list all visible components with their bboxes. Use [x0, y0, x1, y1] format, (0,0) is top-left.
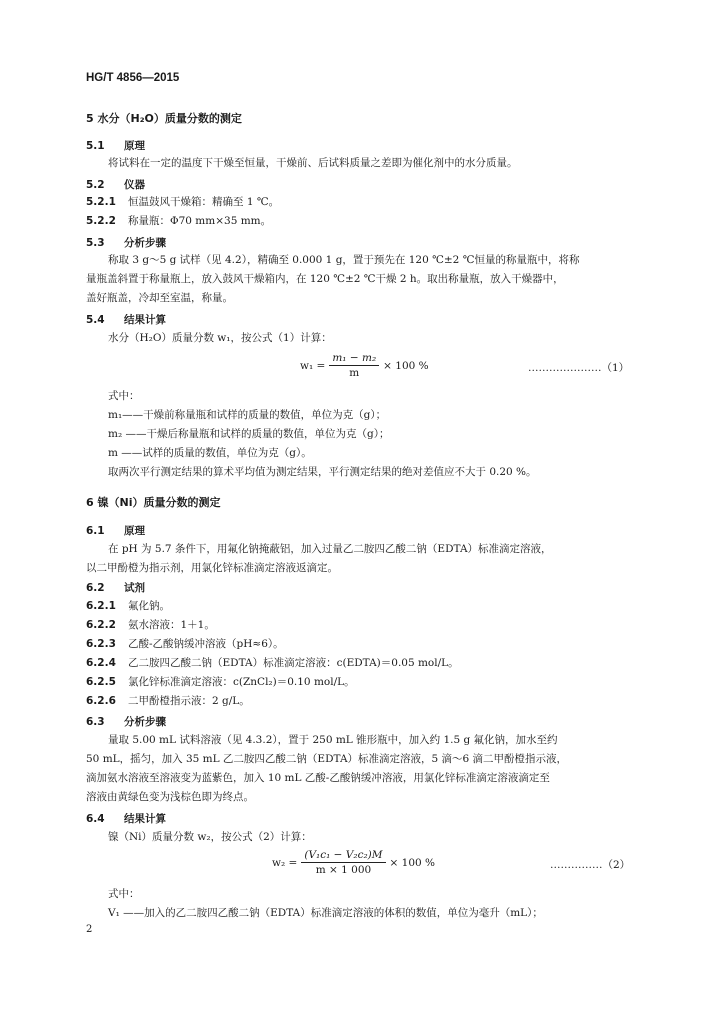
reagent-item: [86, 693, 250, 710]
item-number: 6.2.5: [86, 676, 116, 688]
section-5-2-heading: [86, 177, 145, 192]
formula-lhs: w₁ =: [300, 359, 326, 372]
section-6-heading: 6 镍（Ni）质量分数的测定: [86, 496, 221, 509]
item-number: 6.2.4: [86, 657, 116, 669]
paragraph-line: 量瓶盖斜置于称量瓶上，放入鼓风干燥箱内，在 120 ℃±2 ℃干燥 2 h。取出称量瓶，放入干燥器中，: [86, 273, 564, 285]
section-number: 6.3: [86, 716, 105, 728]
item-number: 6.2.2: [86, 619, 116, 631]
item-5-2-1: [86, 194, 279, 211]
section-number: 5.2: [86, 179, 105, 191]
paragraph-line: 以二甲酚橙为指示剂，用氯化锌标准滴定溶液返滴定。: [86, 562, 338, 574]
section-number: 6.4: [86, 813, 105, 825]
formula-intro: 镍（Ni）质量分数 w₂，按公式（2）计算：: [108, 831, 312, 843]
formula-intro: 水分（H₂O）质量分数 w₁，按公式（1）计算：: [108, 332, 332, 344]
section-title: 结果计算: [124, 813, 166, 825]
formula-lhs: w₂ =: [272, 856, 298, 869]
variable-definition: m₁——干燥前称量瓶和试样的质量的数值，单位为克（g）；: [108, 409, 387, 421]
item-number: 5.2.2: [86, 215, 116, 227]
item-number: 5.2.1: [86, 196, 116, 208]
paragraph-line: 滴加氨水溶液至溶液变为蓝紫色，加入 10 mL 乙酸-乙酸钠缓冲溶液，用氯化锌标准滴定溶液滴定至: [86, 772, 550, 784]
section-5-1-heading: [86, 138, 145, 153]
reagent-item: [86, 655, 459, 672]
section-title: 原理: [124, 140, 145, 152]
denominator: m: [349, 367, 360, 379]
item-number: 6.2.6: [86, 695, 116, 707]
reagent-item: [86, 636, 284, 653]
section-title: 结果计算: [124, 314, 166, 326]
section-5-4-heading: [86, 312, 166, 327]
section-number: 5.4: [86, 314, 105, 326]
item-text: 恒温鼓风干燥箱：精确至 1 ℃。: [128, 196, 280, 208]
section-number: 5.1: [86, 140, 105, 152]
variable-definition: m ——试样的质量的数值，单位为克（g）。: [108, 447, 312, 459]
section-number: 6.2: [86, 582, 105, 594]
item-text: 乙二胺四乙酸二钠（EDTA）标准滴定溶液：c(EDTA)＝0.05 mol/L。: [128, 657, 459, 669]
item-number: 6.2.3: [86, 638, 116, 650]
item-5-2-2: [86, 213, 271, 230]
denominator: m × 1 000: [315, 864, 372, 876]
paragraph: 将试料在一定的温度下干燥至恒量，干燥前、后试料质量之差即为催化剂中的水分质量。: [108, 157, 518, 169]
item-text: 氯化锌标准滴定溶液：c(ZnCl₂)＝0.10 mol/L。: [128, 676, 355, 688]
formula-rhs: × 100 %: [389, 856, 436, 869]
section-number: 5.3: [86, 237, 105, 249]
item-text: 氟化钠。: [128, 600, 170, 612]
paragraph-line: 称取 3 g～5 g 试样（见 4.2），精确至 0.000 1 g，置于预先在 120 ℃±2 ℃恒量的称量瓶中，将称: [108, 254, 580, 266]
page-number: 2: [86, 924, 93, 935]
numerator: (V₁c₁ − V₂c₂)M: [301, 849, 385, 863]
paragraph-line: 50 mL，摇匀，加入 35 mL 乙二胺四乙酸二钠（EDTA）标准滴定溶液，5 滴～6 滴二甲酚橙指示液，: [86, 753, 568, 765]
formula-number: …………………（1）: [528, 362, 630, 374]
fraction: [301, 849, 385, 876]
variable-definition: m₂ ——干燥后称量瓶和试样的质量的数值，单位为克（g）；: [108, 428, 390, 440]
section-6-1-heading: [86, 523, 145, 538]
paragraph-line: 量取 5.00 mL 试料溶液（见 4.3.2），置于 250 mL 锥形瓶中，加入约 1.5 g 氟化钠，加水至约: [108, 734, 558, 746]
paragraph: 取两次平行测定结果的算术平均值为测定结果，平行测定结果的绝对差值应不大于 0.20 %。: [108, 466, 537, 478]
section-6-2-heading: [86, 580, 145, 595]
formula-1: [300, 352, 429, 379]
reagent-item: [86, 674, 355, 691]
item-number: 6.2.1: [86, 600, 116, 612]
formula-number: ……………（2）: [550, 859, 631, 871]
item-text: 称量瓶：Φ70 mm×35 mm。: [128, 215, 272, 227]
where-label: 式中：: [108, 390, 140, 402]
section-5-3-heading: [86, 235, 166, 250]
section-6-4-heading: [86, 811, 166, 826]
where-label: 式中：: [108, 888, 140, 900]
fraction: [329, 352, 379, 379]
formula-2: [272, 849, 435, 876]
reagent-item: [86, 617, 215, 634]
numerator: m₁ − m₂: [329, 352, 379, 366]
reagent-item: [86, 598, 170, 615]
item-text: 乙酸-乙酸钠缓冲溶液（pH≈6）。: [128, 638, 284, 650]
item-text: 二甲酚橙指示液：2 g/L。: [128, 695, 250, 707]
section-title: 仪器: [124, 179, 145, 191]
section-title: 分析步骤: [124, 237, 166, 249]
paragraph-line: 盖好瓶盖，冷却至室温，称量。: [86, 292, 233, 304]
paragraph-line: 在 pH 为 5.7 条件下，用氟化钠掩蔽铝，加入过量乙二胺四乙酸二钠（EDTA）标准滴定溶液，: [108, 543, 552, 555]
section-6-3-heading: [86, 714, 166, 729]
item-text: 氨水溶液：1＋1。: [128, 619, 215, 631]
section-title: 分析步骤: [124, 716, 166, 728]
section-number: 6.1: [86, 525, 105, 537]
paragraph-line: 溶液由黄绿色变为浅棕色即为终点。: [86, 791, 254, 803]
variable-definition: V₁ ——加入的乙二胺四乙酸二钠（EDTA）标准滴定溶液的体积的数值，单位为毫升（mL）；: [108, 907, 543, 919]
section-title: 原理: [124, 525, 145, 537]
section-title: 试剂: [124, 582, 145, 594]
formula-rhs: × 100 %: [383, 359, 429, 372]
section-5-heading: 5 水分（H₂O）质量分数的测定: [86, 112, 242, 125]
standard-code: HG/T 4856—2015: [86, 72, 180, 84]
